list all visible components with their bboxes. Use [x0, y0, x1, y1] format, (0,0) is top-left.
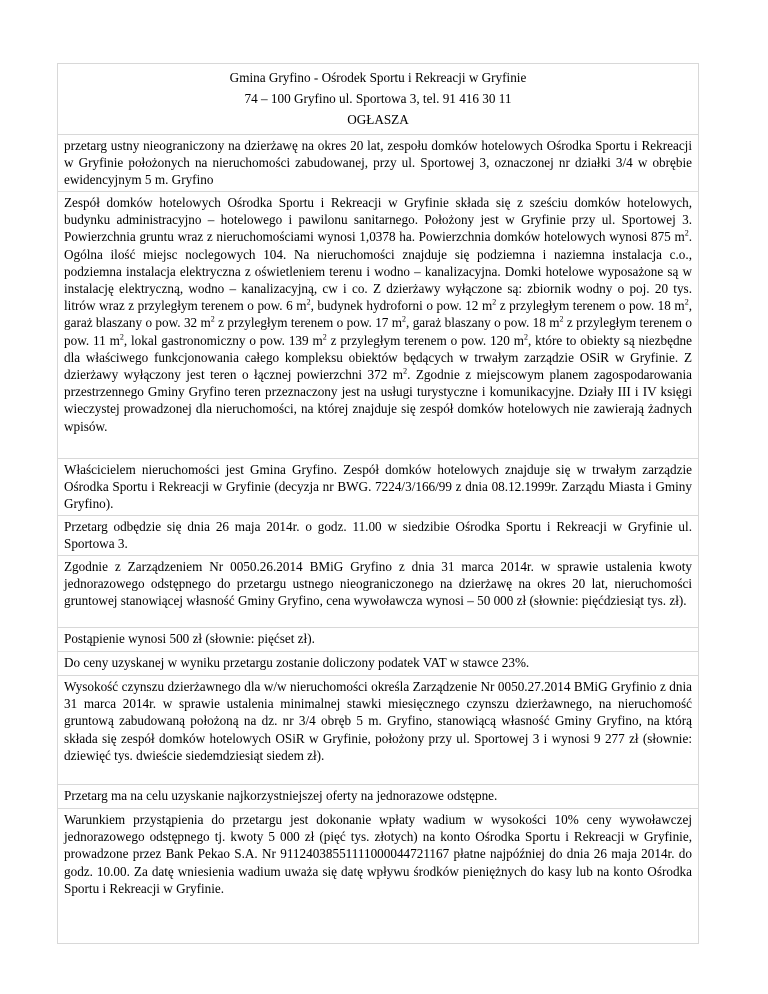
- divider: [58, 555, 698, 556]
- header-line-1: Gmina Gryfino - Ośrodek Sportu i Rekreacji w Gryfinie: [229, 70, 527, 85]
- paragraph-rent: Wysokość czynszu dzierżawnego dla w/w nieruchomości określa Zarządzenie Nr 0050.27.2014 BMiG Gryfinio z dnia 31 marca 2014r. w sprawie ustalenia minimalnej stawki miesięcznego czynszu dzierżawnego, na nieruchomość gruntową zabudowaną położoną na dz. nr 3/4 obręb 5 m. Gryfino, stanowiącą własność Gminy Gryfino, na którą składa się zespół domków hotelowych OSiR w Gryfinie, położony przy ul. Sportowej 3 i wynosi 9 277 zł (słownie: dziewięć tys. dwieście siedemdziesiąt siedem zł).: [64, 679, 692, 763]
- paragraph-subject: przetarg ustny nieograniczony na dzierżawę na okres 20 lat, zespołu domków hotelowych Ośrodka Sportu i Rekreacji w Gryfinie położonych na nieruchomości zabudowanej, przy ul. Sportowej 3, oznaczonej nr działki 3/4 w obrębie ewidencyjnym 5 m. Gryfino: [64, 138, 692, 188]
- divider: [58, 675, 698, 676]
- divider: [58, 784, 698, 785]
- paragraph-ownership: Właścicielem nieruchomości jest Gmina Gryfino. Zespół domków hotelowych znajduje się w trwałym zarządzie Ośrodka Sportu i Rekreacji w Gryfinie (decyzja nr BWG. 7224/3/166/99 z dnia 08.12.1999r. Zarządu Miasta i Gminy Gryfino).: [64, 462, 692, 512]
- divider: [58, 191, 698, 192]
- paragraph-starting-price: Zgodnie z Zarządzeniem Nr 0050.26.2014 BMiG Gryfino z dnia 31 marca 2014r. w sprawie ustalenia kwoty jednorazowego odstępnego do przetargu ustnego nieograniczonego na dzierżawę na okres 20 lat, nieruchomości gruntowej stanowiącej własność Gminy Gryfino, cena wywoławcza wynosi – 50 000 zł (słownie: pięćdziesiąt tys. zł).: [64, 559, 692, 609]
- document-header: [58, 69, 698, 129]
- paragraph-property-description: Zespół domków hotelowych Ośrodka Sportu i Rekreacji w Gryfinie składa się z sześciu domków hotelowych, budynku administracyjno – hotelowego i pawilonu sanitarnego. Położony jest w Gryfinie przy ul. Sportowej 3. Powierzchnia gruntu wraz z nieruchomościami wynosi 1,0378 ha. Powierzchnia domków hotelowych wynosi 875 $m^2$. Ogólna ilość miejsc noclegowych 104. Na nieruchomości znajduje się podziemna i naziemna instalacja c.o., podziemna instalacja elektryczna z oświetleniem terenu i wodno – kanalizacyjna. Domki hotelowe wyposażone są w instalację elektryczną, wodno – kanalizacyjną, cw i co. Z dzierżawy wyłączone są: zbiornik wodny o poj. 20 tys. litrów wraz z przyległym terenem o pow. 6 $m^2$, budynek hydroforni o pow. 12 $m^2$ z przyległym terenem o pow. 18 $m^2$, garaż blaszany o pow. 32 $m^2$ z przyległym terenem o pow. 17 $m^2$, garaż blaszany o pow. 18 $m^2$ z przyległym terenem o pow. 11 $m^2$, lokal gastronomiczny o pow. 139 $m^2$ z przyległym terenem o pow. 120 $m^2$, które to obiekty są niezbędne dla właściwego funkcjonowania całego kompleksu obiektów będących w trwałym zarządzie OSiR w Gryfinie. Z dzierżawy wyłączony jest teren o łącznej powierzchni 372 $m^2$. Zgodnie z miejscowym planem zagospodarowania przestrzennego Gminy Gryfino teren przeznaczony jest na usługi turystyczne i komunikacyjne. Działy III i IV księgi wieczystej prowadzonej dla nieruchomości, na której znajduje się zespół domków hotelowych nie zawierają żadnych wpisów.: [64, 195, 692, 434]
- announcement-document: [57, 63, 699, 944]
- announcement-title: OGŁASZA: [347, 112, 409, 128]
- paragraph-tender-goal: Przetarg ma na celu uzyskanie najkorzystniejszej oferty na jednorazowe odstępne.: [64, 788, 498, 803]
- paragraph-vat: Do ceny uzyskanej w wyniku przetargu zostanie doliczony podatek VAT w stawce 23%.: [64, 655, 530, 670]
- divider: [58, 458, 698, 459]
- paragraph-tender-date: Przetarg odbędzie się dnia 26 maja 2014r. o godz. 11.00 w siedzibie Ośrodka Sportu i Rekreacji w Gryfinie ul. Sportowa 3.: [64, 519, 692, 552]
- header-line-2: 74 – 100 Gryfino ul. Sportowa 3, tel. 91 416 30 11: [244, 91, 512, 107]
- divider: [58, 627, 698, 628]
- paragraph-bid-increment: Postąpienie wynosi 500 zł (słownie: pięćset zł).: [64, 631, 315, 646]
- divider: [58, 651, 698, 652]
- divider: [58, 808, 698, 809]
- divider: [58, 515, 698, 516]
- paragraph-deposit: Warunkiem przystąpienia do przetargu jest dokonanie wpłaty wadium w wysokości 10% ceny wywoławczej jednorazowego odstępnego tj. kwoty 5 000 zł (pięć tys. złotych) na konto Ośrodka Sportu i Rekreacji w Gryfinie, prowadzone przez Bank Pekao S.A. Nr 91124038551111000044721167 płatne najpóźniej do dnia 26 maja 2014r. do godz. 10.00. Za datę wniesienia wadium uważa się datę wpływu środków pieniężnych do kasy lub na konto Ośrodka Sportu i Rekreacji w Gryfinie.: [64, 812, 692, 896]
- divider: [58, 134, 698, 135]
